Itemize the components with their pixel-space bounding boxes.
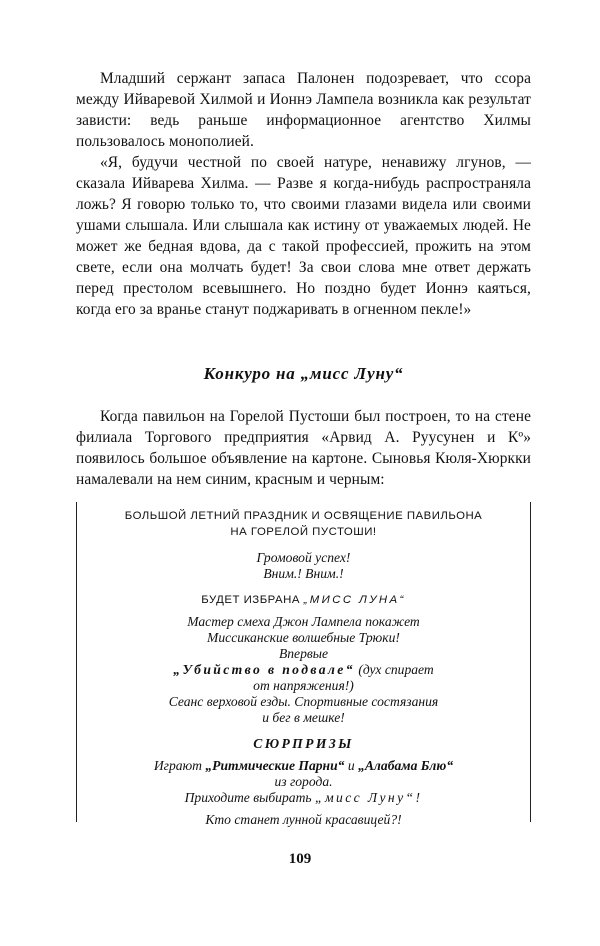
poster-murder-title: „Убийство в подвале“ — [173, 662, 355, 677]
poster-line-bands — [97, 758, 510, 774]
poster-announcement — [76, 502, 531, 827]
paragraph-palonen: Младший сержант запаса Палонен подозревает, что ссора между Ийваревой Хилмой и Ионнэ Лампела возникла как результат зависти: ведь раньше информационное агентство Хилмы пользовалось монополией. — [76, 70, 531, 150]
book-page — [76, 68, 531, 827]
poster-line-first-time: Впервые — [278, 646, 329, 661]
poster-band-a: „Ритмические Парни“ — [205, 758, 345, 773]
poster-attention: Вним.! Вним.! — [263, 566, 344, 581]
poster-election — [97, 592, 510, 608]
poster-question: Кто станет лунной красавицей?! — [205, 812, 402, 827]
page-number: 109 — [288, 851, 312, 867]
poster-headline-line1: БОЛЬШОЙ ЛЕТНИЙ ПРАЗДНИК И ОСВЯЩЕНИЕ ПАВИЛЬОНА — [124, 510, 483, 522]
poster-line-riding: Сеанс верховой езды. Спортивные состязания — [168, 694, 439, 709]
poster-election-prefix: БУДЕТ ИЗБРАНА — [201, 594, 304, 606]
poster-line-tricks: Миссиканские волшебные Трюки! — [207, 630, 400, 645]
poster-bands-mid: и — [344, 758, 359, 773]
poster-invite-prefix: Приходите выбирать — [184, 790, 315, 805]
poster-invite-title: „мисс Луну“! — [314, 790, 423, 805]
poster-line-from-city: из города. — [274, 774, 333, 789]
poster-bands-prefix: Играют — [153, 758, 206, 773]
poster-success: Громовой успех! — [256, 550, 351, 565]
poster-line-sack-race: и бег в мешке! — [262, 710, 345, 725]
poster-line-comedian: Мастер смеха Джон Лампела покажет — [187, 614, 420, 629]
section-title: Конкуро на „мисс Луну“ — [203, 364, 404, 383]
poster-headline-line2: НА ГОРЕЛОЙ ПУСТОШИ! — [230, 526, 377, 538]
paragraph-pavilion: Когда павильон на Горелой Пустоши был построен, то на стене филиала Торгового предприятия «Арвид А. Руусунен и Кº» появилось большое объявление на картоне. Сыновья Кюля-Хюркки намалевали на нем синим, красным и черным: — [76, 408, 531, 488]
poster-murder-rest: (дух спирает — [354, 662, 434, 677]
poster-band-b: „Алабама Блю“ — [358, 758, 454, 773]
poster-election-title: „МИСС ЛУНА“ — [303, 594, 406, 606]
poster-line-murder — [97, 662, 510, 678]
poster-line-tension: от напряжения!) — [253, 678, 354, 693]
paragraph-hilma-quote: «Я, будучи честной по своей натуре, ненавижу лгунов, — сказала Ийварева Хилма. — Разве я когда-нибудь распространяла ложь? Я говорю только то, что своими глазами видела или своими ушами слышала. Или слышала как истину от уважаемых людей. Не может же бедная вдова, да с такой профессией, прожить на этом свете, если она молчать будет! За свои слова мне ответ держать перед престолом всевышнего. Но поздно будет Ионнэ каяться, когда его за вранье станут поджаривать в огненном пекле!» — [76, 154, 531, 318]
poster-line-invite — [97, 790, 510, 806]
poster-surprises: СЮРПРИЗЫ — [253, 736, 354, 751]
